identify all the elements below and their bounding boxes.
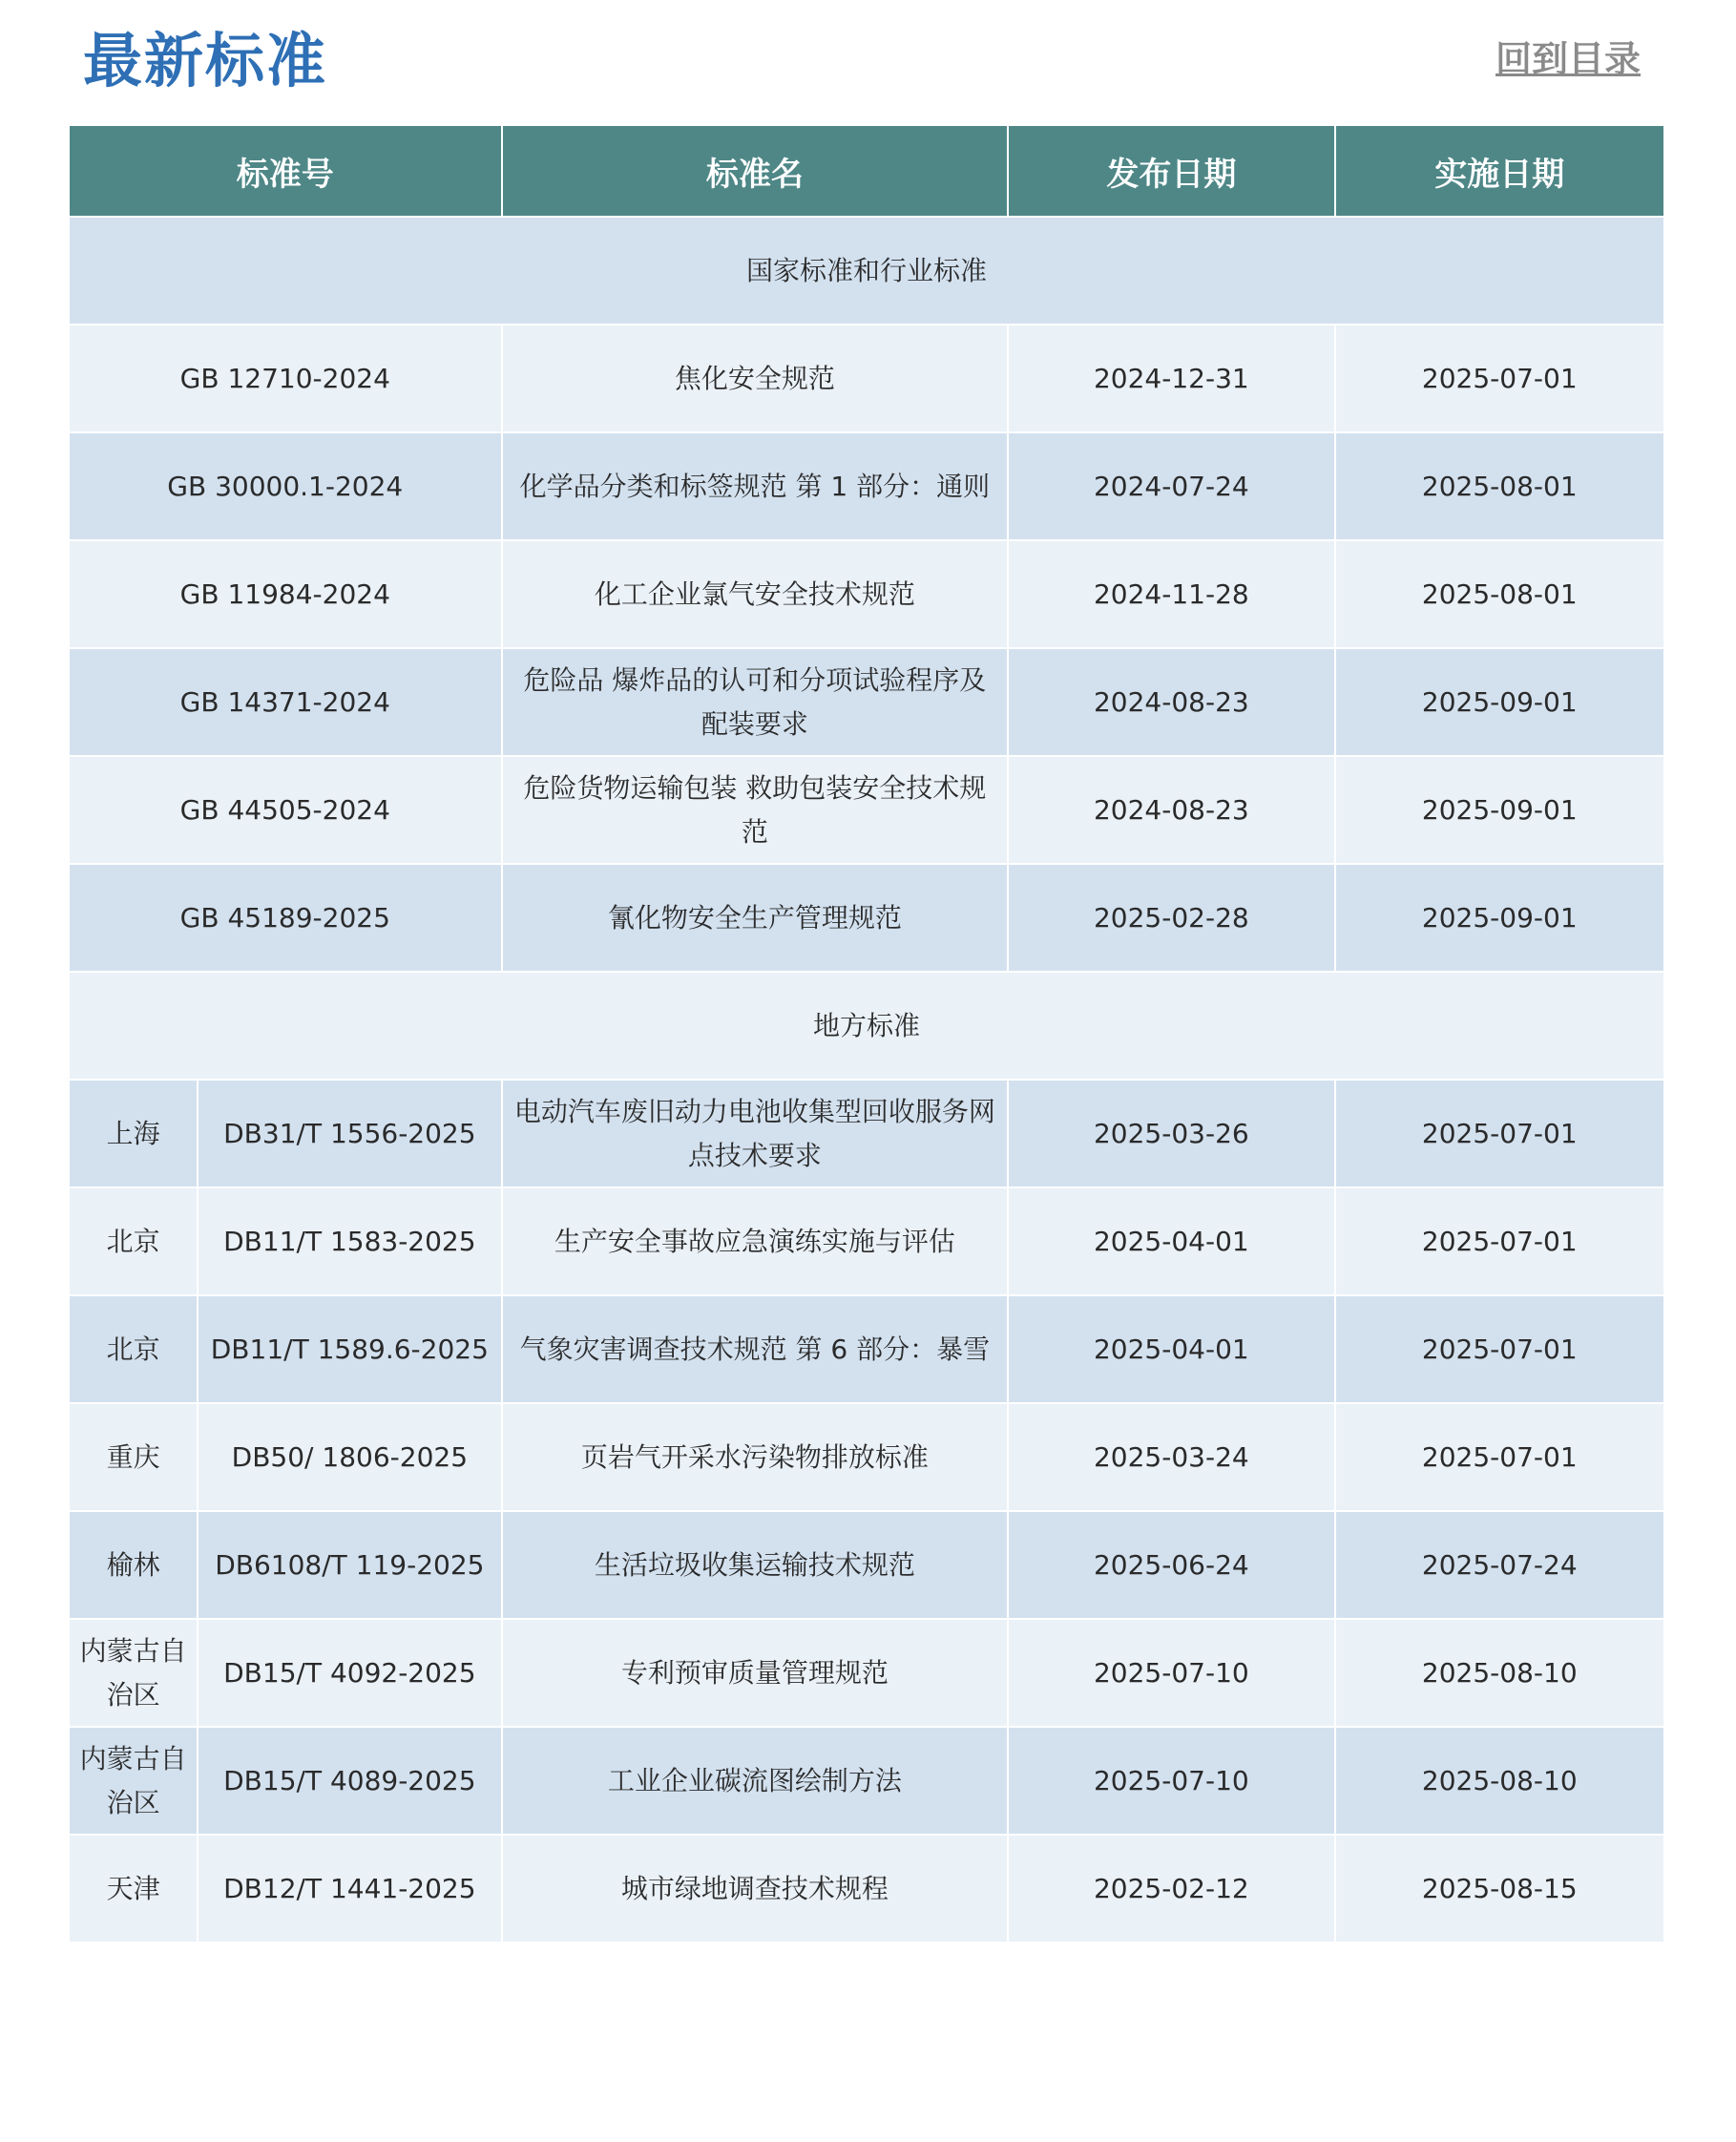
standard-code: GB 45189-2025	[69, 864, 502, 972]
region: 重庆	[69, 1403, 198, 1511]
table-row	[69, 864, 1664, 972]
standard-code: GB 44505-2024	[69, 756, 502, 864]
table-row	[69, 540, 1664, 648]
standard-name: 生产安全事故应急演练实施与评估	[502, 1187, 1009, 1295]
standard-name: 气象灾害调查技术规范 第 6 部分：暴雪	[502, 1295, 1009, 1403]
standard-code: DB50/ 1806-2025	[198, 1403, 501, 1511]
table-header-row	[69, 125, 1664, 217]
standard-name: 化学品分类和标签规范 第 1 部分：通则	[502, 432, 1009, 540]
table-row	[69, 1295, 1664, 1403]
table-row	[69, 1080, 1664, 1187]
table-row	[69, 1835, 1664, 1942]
standard-code: DB6108/T 119-2025	[198, 1511, 501, 1619]
standard-name: 危险品 爆炸品的认可和分项试验程序及配装要求	[502, 648, 1009, 756]
publish-date: 2025-04-01	[1008, 1187, 1334, 1295]
standard-name: 危险货物运输包装 救助包装安全技术规范	[502, 756, 1009, 864]
standard-code: GB 12710-2024	[69, 325, 502, 432]
publish-date: 2025-07-10	[1008, 1619, 1334, 1727]
standard-name: 化工企业氯气安全技术规范	[502, 540, 1009, 648]
region: 上海	[69, 1080, 198, 1187]
standard-code: GB 11984-2024	[69, 540, 502, 648]
section-row-local	[69, 972, 1664, 1080]
effective-date: 2025-07-01	[1335, 1187, 1664, 1295]
publish-date: 2025-07-10	[1008, 1727, 1334, 1835]
region: 榆林	[69, 1511, 198, 1619]
effective-date: 2025-07-01	[1335, 325, 1664, 432]
standard-name: 专利预审质量管理规范	[502, 1619, 1009, 1727]
standard-code: DB11/T 1583-2025	[198, 1187, 501, 1295]
publish-date: 2025-06-24	[1008, 1511, 1334, 1619]
effective-date: 2025-08-10	[1335, 1619, 1664, 1727]
publish-date: 2025-02-12	[1008, 1835, 1334, 1942]
effective-date: 2025-08-01	[1335, 432, 1664, 540]
region: 北京	[69, 1295, 198, 1403]
standard-name: 城市绿地调查技术规程	[502, 1835, 1009, 1942]
standard-code: DB12/T 1441-2025	[198, 1835, 501, 1942]
standard-name: 页岩气开采水污染物排放标准	[502, 1403, 1009, 1511]
table-row	[69, 648, 1664, 756]
region: 内蒙古自治区	[69, 1619, 198, 1727]
table-row	[69, 1403, 1664, 1511]
effective-date: 2025-07-24	[1335, 1511, 1664, 1619]
effective-date: 2025-08-10	[1335, 1727, 1664, 1835]
standard-name: 电动汽车废旧动力电池收集型回收服务网点技术要求	[502, 1080, 1009, 1187]
table-row	[69, 1511, 1664, 1619]
effective-date: 2025-09-01	[1335, 648, 1664, 756]
standard-name: 焦化安全规范	[502, 325, 1009, 432]
region: 天津	[69, 1835, 198, 1942]
column-header-effective: 实施日期	[1335, 125, 1664, 217]
publish-date: 2024-12-31	[1008, 325, 1334, 432]
standard-code: DB15/T 4089-2025	[198, 1727, 501, 1835]
publish-date: 2024-11-28	[1008, 540, 1334, 648]
publish-date: 2025-04-01	[1008, 1295, 1334, 1403]
table-row	[69, 1187, 1664, 1295]
publish-date: 2025-03-24	[1008, 1403, 1334, 1511]
effective-date: 2025-07-01	[1335, 1080, 1664, 1187]
table-row	[69, 756, 1664, 864]
table-row	[69, 325, 1664, 432]
standard-name: 氰化物安全生产管理规范	[502, 864, 1009, 972]
standard-name: 生活垃圾收集运输技术规范	[502, 1511, 1009, 1619]
table-row	[69, 432, 1664, 540]
column-header-published: 发布日期	[1008, 125, 1334, 217]
region: 内蒙古自治区	[69, 1727, 198, 1835]
publish-date: 2025-03-26	[1008, 1080, 1334, 1187]
page-title: 最新标准	[83, 26, 328, 95]
publish-date: 2024-08-23	[1008, 756, 1334, 864]
effective-date: 2025-07-01	[1335, 1403, 1664, 1511]
standard-code: DB11/T 1589.6-2025	[198, 1295, 501, 1403]
effective-date: 2025-09-01	[1335, 756, 1664, 864]
publish-date: 2025-02-28	[1008, 864, 1334, 972]
standard-name: 工业企业碳流图绘制方法	[502, 1727, 1009, 1835]
standard-code: DB15/T 4092-2025	[198, 1619, 501, 1727]
publish-date: 2024-08-23	[1008, 648, 1334, 756]
section-title: 国家标准和行业标准	[69, 217, 1664, 325]
standard-code: GB 14371-2024	[69, 648, 502, 756]
effective-date: 2025-08-15	[1335, 1835, 1664, 1942]
table-row	[69, 1619, 1664, 1727]
section-title: 地方标准	[69, 972, 1664, 1080]
standard-code: GB 30000.1-2024	[69, 432, 502, 540]
region: 北京	[69, 1187, 198, 1295]
effective-date: 2025-07-01	[1335, 1295, 1664, 1403]
back-to-contents-link[interactable]: 回到目录	[1495, 38, 1641, 80]
column-header-code: 标准号	[69, 125, 502, 217]
section-row-national	[69, 217, 1664, 325]
standards-table	[68, 124, 1665, 1943]
table-row	[69, 1727, 1664, 1835]
effective-date: 2025-09-01	[1335, 864, 1664, 972]
standard-code: DB31/T 1556-2025	[198, 1080, 501, 1187]
effective-date: 2025-08-01	[1335, 540, 1664, 648]
column-header-name: 标准名	[502, 125, 1009, 217]
publish-date: 2024-07-24	[1008, 432, 1334, 540]
